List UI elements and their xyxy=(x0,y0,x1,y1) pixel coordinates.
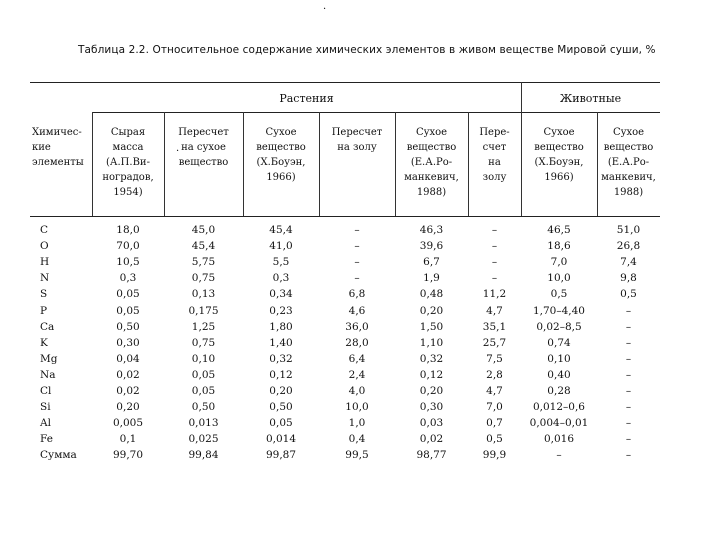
table-cell: 0,20 xyxy=(419,385,444,397)
table-cell: 4,7 xyxy=(486,304,503,317)
element-cell: C xyxy=(40,224,49,236)
table-cell: 0,48 xyxy=(419,288,444,301)
table-cell: 0,012–0,6 xyxy=(532,401,585,414)
column-header: Пересчет на золу xyxy=(331,127,383,153)
table-cell: 0,74 xyxy=(547,336,571,349)
table-cell: 4,6 xyxy=(348,304,366,317)
table-cell: 51,0 xyxy=(616,224,641,236)
table-cell: 0,02 xyxy=(116,368,140,381)
table-cell: 99,9 xyxy=(482,449,507,462)
column-header: Пере- счет на золу xyxy=(479,127,510,183)
table-cell: 0,30 xyxy=(116,336,140,349)
element-cell: Fe xyxy=(40,433,53,446)
table-cell: 1,10 xyxy=(419,336,444,349)
element-cell: Ca xyxy=(40,320,55,333)
table-cell: 5,5 xyxy=(272,256,290,269)
table-cell: 45,4 xyxy=(191,240,216,253)
table-cell: 0,20 xyxy=(419,304,444,317)
table-cell: 10,5 xyxy=(116,256,140,269)
table-cell: 0,30 xyxy=(419,401,444,414)
table-cell: 18,6 xyxy=(547,240,571,253)
table-cell: 0,50 xyxy=(116,320,140,333)
element-cell: Si xyxy=(40,401,51,414)
scan-speck: · xyxy=(323,4,327,15)
element-cell: K xyxy=(40,336,48,349)
column-header: Сырая масса (А.П.Ви- ноградов, 1954) xyxy=(102,127,154,198)
element-cell: S xyxy=(40,288,48,301)
table-cell: – xyxy=(625,417,632,430)
table-cell: 0,3 xyxy=(119,272,137,285)
element-cell: H xyxy=(40,256,50,269)
table-cell: – xyxy=(625,368,632,381)
table-cell: 5,75 xyxy=(191,256,216,269)
table-cell: – xyxy=(625,401,632,414)
table-cell: 0,5 xyxy=(486,433,503,446)
table-cell: 0,10 xyxy=(547,352,571,365)
table-cell: 0,13 xyxy=(191,288,216,301)
table-cell: 98,77 xyxy=(416,449,447,462)
table-cell: 0,40 xyxy=(547,368,571,381)
table-cell: 0,005 xyxy=(112,417,144,430)
table-cell: 0,12 xyxy=(269,368,293,381)
table-cell: 46,3 xyxy=(419,224,444,236)
table-cell: 0,32 xyxy=(269,352,293,365)
table-cell: 0,50 xyxy=(191,401,216,414)
table-cell: – xyxy=(625,352,632,365)
table-cell: 0,20 xyxy=(116,401,140,414)
table-cell: 99,70 xyxy=(112,449,144,462)
table-cell: 0,12 xyxy=(419,368,444,381)
table-cell: 7,0 xyxy=(486,401,503,414)
table-cell: 11,2 xyxy=(482,288,507,301)
table-cell: 0,03 xyxy=(419,417,444,430)
table-cell: – xyxy=(625,385,632,397)
table-cell: 0,1 xyxy=(119,433,137,446)
table-cell: 1,70–4,40 xyxy=(532,304,585,317)
table-cell: 0,28 xyxy=(547,385,571,397)
table-cell: 0,23 xyxy=(269,304,293,317)
column-header: Сухое вещество (Х.Боуэн, 1966) xyxy=(534,127,584,183)
column-header: Сухое вещество (Е.А.Ро- манкевич, 1988) xyxy=(601,127,656,198)
table-cell: 0,025 xyxy=(188,433,219,446)
table-cell: 0,175 xyxy=(188,304,219,317)
table-cell: 1,25 xyxy=(191,320,216,333)
table-cell: 0,02 xyxy=(419,433,444,446)
table-cell: 70,0 xyxy=(116,240,140,253)
table-cell: 0,04 xyxy=(116,352,140,365)
table-cell: 0,05 xyxy=(116,304,140,317)
table-cell: 41,0 xyxy=(269,240,293,253)
table-cell: 45,0 xyxy=(191,224,216,236)
table-cell: 99,87 xyxy=(265,449,297,462)
table-cell: 10,0 xyxy=(547,272,571,285)
element-cell: P xyxy=(40,304,48,317)
table-cell: 99,84 xyxy=(188,449,219,462)
table-cell: 0,5 xyxy=(550,288,568,301)
table-cell: 0,7 xyxy=(486,417,503,430)
table-cell: 0,05 xyxy=(116,288,140,301)
table-cell: 0,016 xyxy=(543,433,575,446)
table-cell: 39,6 xyxy=(419,240,444,253)
table-cell: – xyxy=(625,449,632,462)
table-cell: 1,40 xyxy=(269,336,293,349)
element-cell: N xyxy=(40,272,50,285)
table-cell: 7,5 xyxy=(486,352,503,365)
table-cell: 26,8 xyxy=(616,240,641,253)
scan-speck: · xyxy=(176,146,180,157)
table-cell: 0,02 xyxy=(116,385,140,397)
table-caption: Таблица 2.2. Относительное содержание химических элементов в живом веществе Мировой суши, % xyxy=(78,44,656,56)
table-cell: – xyxy=(491,272,498,285)
table-cell: 18,0 xyxy=(116,224,140,236)
table-cell: – xyxy=(556,449,562,462)
table-cell: 0,3 xyxy=(272,272,290,285)
table-cell: 6,4 xyxy=(348,352,366,365)
table-cell: 0,013 xyxy=(188,417,219,430)
table-cell: – xyxy=(625,320,632,333)
table-cell: 1,9 xyxy=(423,272,440,285)
table-cell: 0,50 xyxy=(269,401,293,414)
column-header: Пересчет на сухое вещество xyxy=(178,127,229,168)
table-cell: 46,5 xyxy=(547,224,571,236)
table-cell: 0,75 xyxy=(191,272,216,285)
table-cell: 6,8 xyxy=(348,288,366,301)
table-cell: 0,34 xyxy=(269,288,293,301)
table-cell: 28,0 xyxy=(345,336,369,349)
element-cell: Na xyxy=(40,368,56,381)
table-cell: 4,7 xyxy=(486,385,503,397)
column-header: Сухое вещество (Х.Боуэн, 1966) xyxy=(256,127,306,183)
table-cell: 1,80 xyxy=(269,320,293,333)
table-cell: 99,5 xyxy=(345,449,369,462)
table-cell: 0,10 xyxy=(191,352,216,365)
table-cell: 0,20 xyxy=(269,385,293,397)
table-cell: 36,0 xyxy=(345,320,369,333)
table-cell: – xyxy=(491,240,498,253)
table-cell: 25,7 xyxy=(482,336,507,349)
table-cell: 1,0 xyxy=(348,417,366,430)
table-cell: – xyxy=(491,256,498,269)
table-cell: 0,004–0,01 xyxy=(529,417,589,430)
table-cell: 2,8 xyxy=(486,368,503,381)
table-cell: 0,5 xyxy=(620,288,637,301)
group-header-animals: Животные xyxy=(559,92,622,105)
table-cell: – xyxy=(625,433,632,446)
column-header: Сухое вещество (Е.А.Ро- манкевич, 1988) xyxy=(404,127,459,198)
table-cell: 4,0 xyxy=(348,385,366,397)
header-rule xyxy=(30,216,660,217)
table-cell: 9,8 xyxy=(620,272,637,285)
element-cell: Al xyxy=(40,417,51,430)
table-cell: – xyxy=(354,256,360,269)
table-cell: 7,4 xyxy=(620,256,637,269)
table-cell: – xyxy=(625,336,632,349)
column-header: Химичес- кие элементы xyxy=(32,127,84,168)
table-cell: 0,02–8,5 xyxy=(536,320,582,333)
element-cell: Cl xyxy=(40,385,52,397)
table-cell: 0,014 xyxy=(265,433,297,446)
element-cell: Сумма xyxy=(40,449,77,462)
table-cell: 1,50 xyxy=(419,320,444,333)
table-cell: 6,7 xyxy=(423,256,440,269)
table-cell: 45,4 xyxy=(269,224,293,236)
table-cell: – xyxy=(354,272,360,285)
table-cell: – xyxy=(625,304,632,317)
table-cell: 35,1 xyxy=(482,320,507,333)
table-cell: 0,75 xyxy=(191,336,216,349)
top-rule xyxy=(30,82,660,83)
table-cell: – xyxy=(354,240,360,253)
table-cell: – xyxy=(491,224,498,236)
table-cell: 0,05 xyxy=(191,368,216,381)
table-cell: 0,05 xyxy=(191,385,216,397)
table-cell: 0,4 xyxy=(348,433,366,446)
table-cell: 0,05 xyxy=(269,417,293,430)
element-cell: O xyxy=(40,240,49,253)
element-cell: Mg xyxy=(40,352,58,365)
table-cell: 2,4 xyxy=(348,368,366,381)
table-cell: 10,0 xyxy=(345,401,369,414)
group-rule xyxy=(92,112,660,113)
table-cell: 7,0 xyxy=(550,256,568,269)
group-header-plants: Растения xyxy=(279,92,334,105)
table-cell: – xyxy=(354,224,360,236)
table-cell: 0,32 xyxy=(419,352,444,365)
